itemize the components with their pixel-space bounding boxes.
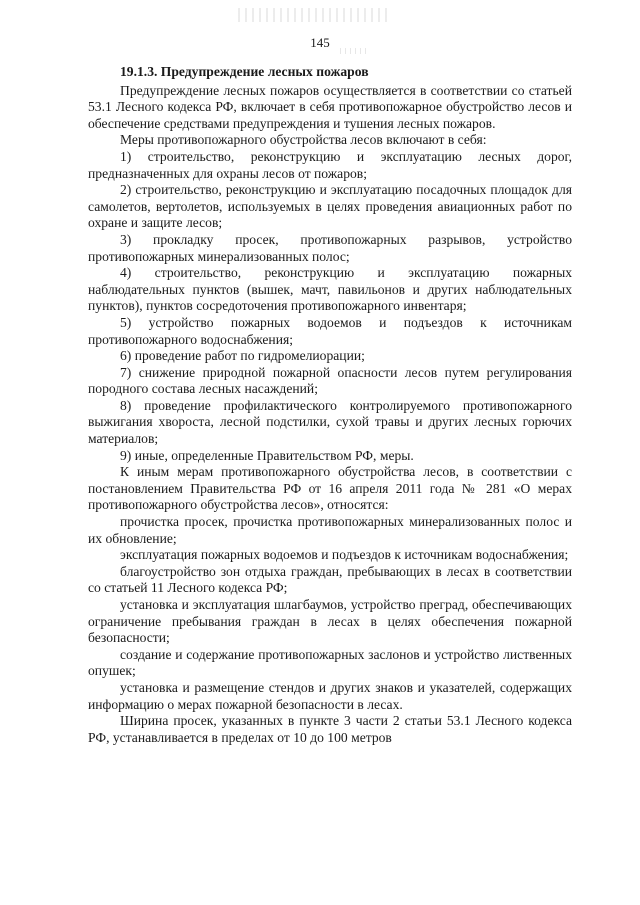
list-item: 3) прокладку просек, противопожарных разрывов, устройство противопожарных минерализованных полос; (88, 231, 572, 264)
list-item: установка и размещение стендов и других знаков и указателей, содержащих информацию о мерах пожарной безопасности в лесах. (88, 679, 572, 712)
page-number: 145 (310, 35, 330, 50)
section-heading: 19.1.3. Предупреждение лесных пожаров (120, 64, 369, 79)
list-item: установка и эксплуатация шлагбаумов, устройство преград, обеспечивающих ограничение пребывания граждан в лесах в целях обеспечения пожарной безопасности; (88, 597, 572, 646)
paragraph: Предупреждение лесных пожаров осуществляется в соответствии со статьей 53.1 Лесного кодекса РФ, включает в себя противопожарное обустройство лесов и обеспечение средствами предупреждения и тушения лесных пожаров. (88, 82, 572, 131)
list-item: 2) строительство, реконструкцию и эксплуатацию посадочных площадок для самолетов, вертолетов, используемых в целях проведения авиационных работ по охране и защите лесов; (88, 182, 572, 231)
scan-artifact (238, 8, 388, 22)
list-item: 1) строительство, реконструкцию и эксплуатацию лесных дорог, предназначенных для охраны лесов от пожаров; (88, 148, 572, 181)
list-item: 6) проведение работ по гидромелиорации; (120, 348, 365, 364)
list-item: прочистка просек, прочистка противопожарных минерализованных полос и их обновление; (88, 514, 572, 546)
list-item: 9) иные, определенные Правительством РФ, меры. (120, 447, 414, 463)
list-item: 5) устройство пожарных водоемов и подъездов к источникам противопожарного водоснабжения; (88, 314, 572, 347)
list-item: благоустройство зон отдыха граждан, пребывающих в лесах в соответствии со статьей 11 Лесного кодекса РФ; (88, 563, 572, 596)
list-item: 8) проведение профилактического контролируемого противопожарного выжигания хвороста, лесной подстилки, сухой травы и других лесных горючих материалов; (88, 397, 572, 447)
paragraph: Ширина просек, указанных в пункте 3 части 2 статьи 53.1 Лесного кодекса РФ, устанавливается в пределах от 10 до 100 метров (88, 713, 572, 745)
list-item: 4) строительство, реконструкцию и эксплуатацию пожарных наблюдательных пунктов (вышек, мачт, павильонов и других наблюдательных пунктов), пунктов сосредоточения противопожарного инвентаря; (88, 265, 572, 314)
paragraph: Меры противопожарного обустройства лесов включают в себя: (120, 132, 487, 148)
document-body (88, 64, 572, 746)
list-item: создание и содержание противопожарных заслонов и устройство лиственных опушек; (88, 646, 572, 679)
list-item: эксплуатация пожарных водоемов и подъездов к источникам водоснабжения; (120, 547, 569, 563)
paragraph: К иным мерам противопожарного обустройства лесов, в соответствии с постановлением Правительства РФ от 16 апреля 2011 года № 281 «О мерах противопожарного обустройства лесов», относятся: (88, 464, 572, 513)
list-item: 7) снижение природной пожарной опасности лесов путем регулирования породного состава лесных насаждений; (88, 364, 572, 397)
